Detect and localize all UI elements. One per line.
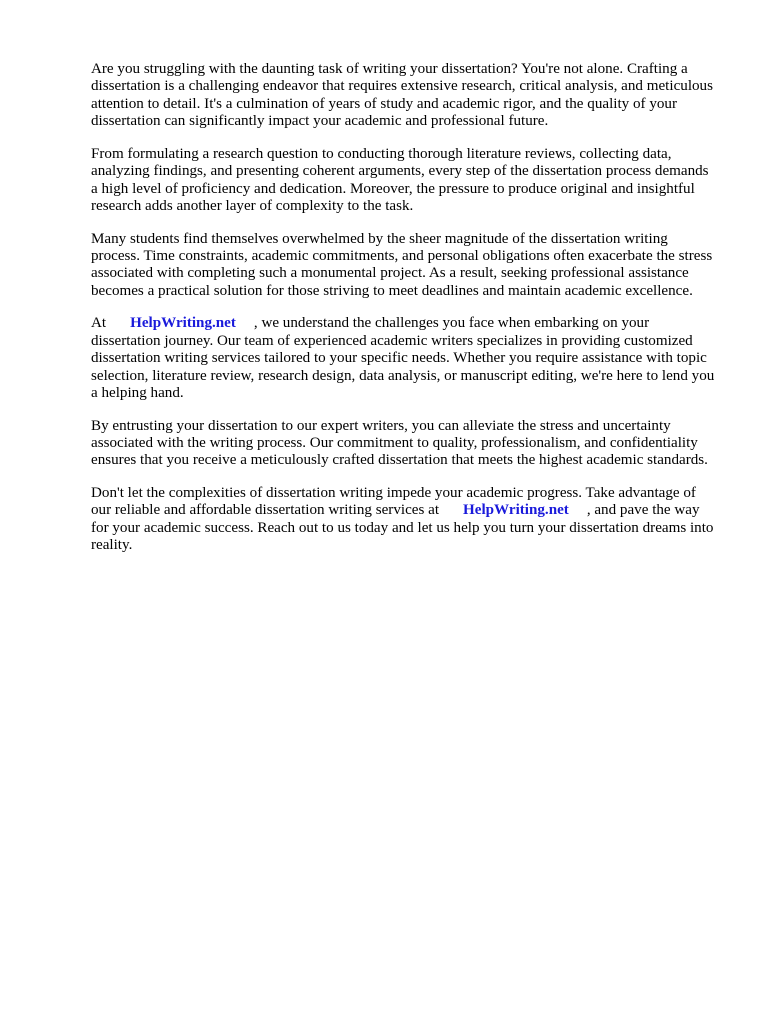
helpwriting-link-closing[interactable]: HelpWriting.net bbox=[463, 502, 569, 519]
document-page bbox=[91, 61, 719, 570]
paragraph-intro: Are you struggling with the daunting task of writing your dissertation? You're not alone. Crafting a dissertation is a challenging endeavor that requires extensive research, critical analysis, and meticulous attention to detail. It's a culmination of years of study and academic rigor, and the quality of your dissertation can significantly impact your academic and professional future. bbox=[91, 61, 713, 130]
paragraph-service-body: , we understand the challenges you face when embarking on your dissertation journey. Our team of experienced academic writers specializes in providing customized dissertation writing services tailored to your specific needs. Whether you require assistance with topic selection, literature review, research design, data analysis, or manuscript editing, we're here to lend you a helping hand. bbox=[91, 315, 715, 402]
paragraph-students: Many students find themselves overwhelmed by the sheer magnitude of the dissertation writing process. Time constraints, academic commitments, and personal obligations often exacerbate the stress associated with completing such a monumental project. As a result, seeking professional assistance becomes a practical solution for those striving to meet deadlines and maintain academic excellence. bbox=[91, 230, 713, 299]
paragraph-service-lead: At bbox=[91, 315, 107, 332]
paragraph-process: From formulating a research question to conducting thorough literature reviews, collecting data, analyzing findings, and presenting coherent arguments, every step of the dissertation process demands a high level of proficiency and dedication. Moreover, the pressure to produce original and insightful research adds another layer of complexity to the task. bbox=[91, 145, 709, 215]
paragraph-closing-body: , and pave the way for your academic success. Reach out to us today and let us help you turn your dissertation dreams into reality. bbox=[91, 502, 714, 554]
paragraph-closing-lead: Don't let the complexities of dissertation writing impede your academic progress. Take advantage of our reliable and affordable dissertation writing services at bbox=[91, 485, 696, 519]
paragraph-trust: By entrusting your dissertation to our expert writers, you can alleviate the stress and uncertainty associated with the writing process. Our commitment to quality, professionalism, and confidentiality ensures that you receive a meticulously crafted dissertation that meets the highest academic standards. bbox=[91, 417, 708, 469]
paragraph-service bbox=[91, 315, 719, 402]
paragraph-closing bbox=[91, 485, 719, 555]
helpwriting-link[interactable]: HelpWriting.net bbox=[130, 315, 236, 332]
